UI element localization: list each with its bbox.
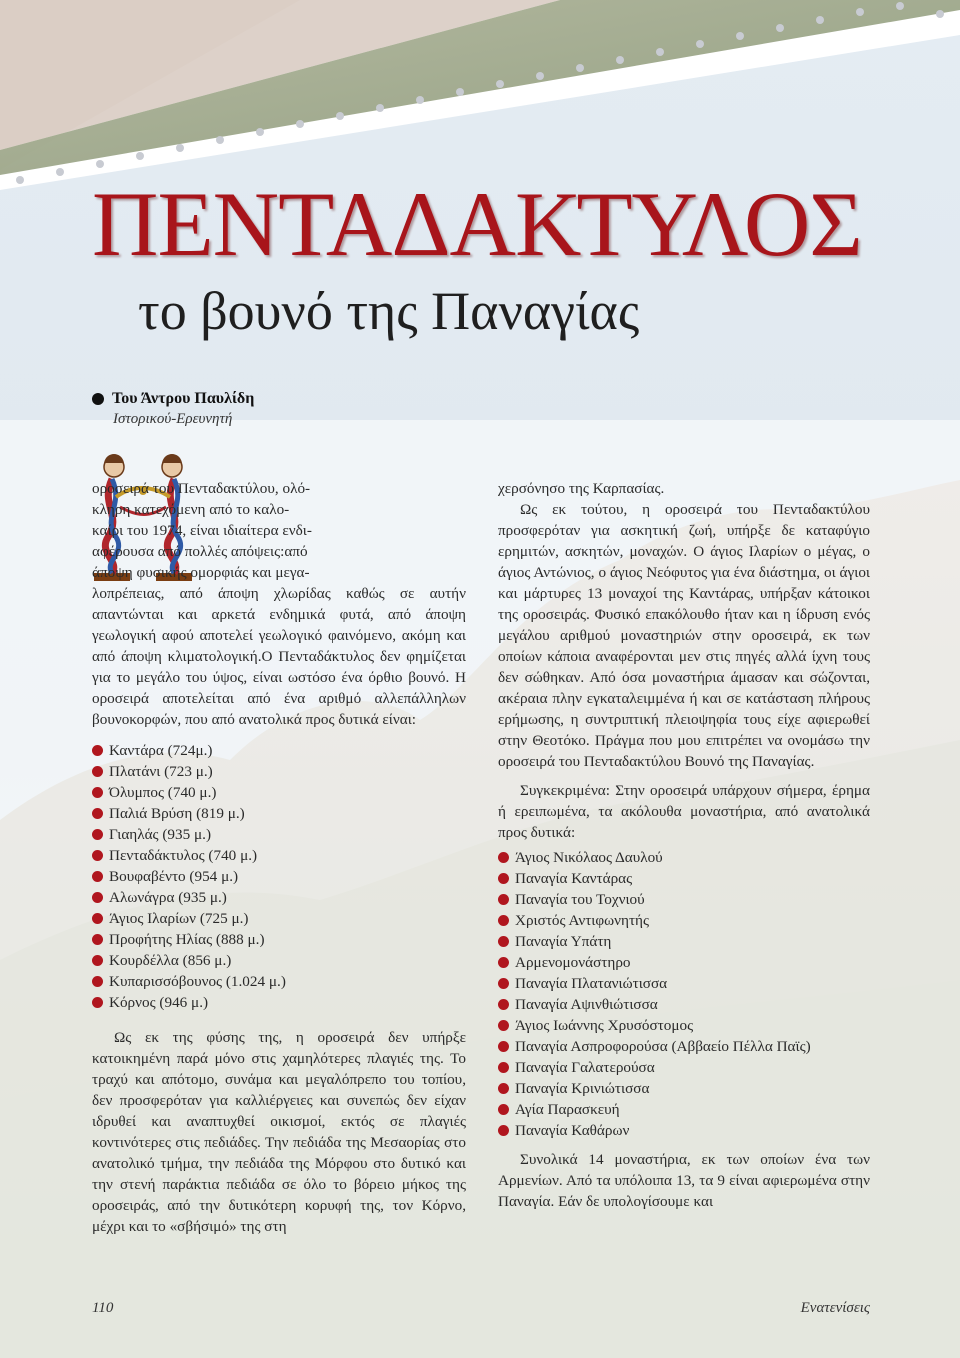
list-item-text: Παναγία Κρινιώτισσα [515,1080,650,1097]
list-item [498,910,870,931]
list-item-text: Άγιος Ιωάννης Χρυσόστομος [515,1017,694,1034]
bullet-icon [92,745,103,756]
bullet-icon [498,873,509,884]
bullet-icon [498,1125,509,1136]
bullet-icon [92,808,103,819]
list-item [498,994,870,1015]
list-item-text: Παναγία του Τοχνιού [515,891,645,908]
paragraph-ascetic-life: Ως εκ τούτου, η οροσειρά του Πενταδακτύλου προσφερόταν για ασκητική ζωή, υπήρξε δε καταφύγιο ερημιτών, ασκητών, μοναχών. Ο άγιος Ιλαρίων ο μέγας, ο άγιος Αντώνιος, ο άγιος Νεόφυτος για ένα διάστημα, οι άγιοι και μάρτυρες 13 μοναχοί της Καντάρας, υπήρξαν κάτοικοι της οροσειράς. Φυσικό επακόλουθο ήταν και η ίδρυση ενός μεγάλου αριθμού μοναστηριών στην οροσειρά, εκ των οποίων κάποια αναφέρονται μεν στις πηγές αλλά ίχνη τους δεν σώθηκαν. Από όσα μοναστήρια άμασαν και σώζονται, ακέραια πλην εγκαταλειμμένα ή και σε κατάσταση πλήρους ερήμωσης, η συντριπτική πλειοψηφία τους είχε αφιερωθεί στην Θεοτόκο. Πράγμα που μου επιτρέπει να ονομάσω την οροσειρά του Πενταδακτύλου Βουνό της Παναγίας. [498,501,870,770]
list-item [498,1057,870,1078]
list-item-text: Γιαηλάς (935 μ.) [109,826,211,843]
bullet-icon [498,1062,509,1073]
page-number: 110 [92,1300,114,1316]
right-column [498,478,870,1212]
list-item [498,952,870,973]
list-item [92,950,466,971]
list-item [498,1099,870,1120]
article-subtitle: το βουνό της Παναγίας [138,281,640,341]
list-item-text: Πλατάνι (723 μ.) [109,763,213,780]
list-item [498,931,870,952]
intro-lines [92,478,466,583]
magazine-name: Ενατενίσεις [800,1300,870,1316]
list-item-text: Άγιος Νικόλαος Δαυλού [515,849,663,866]
bullet-icon [92,955,103,966]
bullet-icon [92,393,104,405]
list-item-text: Προφήτης Ηλίας (888 μ.) [109,931,265,948]
bullet-icon [498,978,509,989]
list-item [92,992,466,1013]
bullet-icon [92,997,103,1008]
list-item-text: Πενταδάκτυλος (740 μ.) [109,847,258,864]
list-item-text: Αγία Παρασκευή [515,1101,620,1118]
list-item-text: Κυπαρισσόβουνος (1.024 μ.) [109,973,286,990]
list-item [92,887,466,908]
bullet-icon [498,936,509,947]
bullet-icon [92,892,103,903]
bullet-icon [92,829,103,840]
list-item-text: Αλωνάγρα (935 μ.) [109,889,227,906]
bullet-icon [498,1020,509,1031]
bullet-icon [92,871,103,882]
intro-line: άποψη φυσικής ομορφιάς και μεγα- [92,564,310,581]
list-item [92,803,466,824]
list-item-text: Παναγία Καντάρας [515,870,633,887]
list-item [92,929,466,950]
list-item [498,847,870,868]
author-block [92,390,492,428]
intro-line: καίρι του 1974, είναι ιδιαίτερα ενδι- [92,522,312,539]
list-item-text: Βουφαβέντο (954 μ.) [109,868,239,885]
list-item [498,1078,870,1099]
bullet-icon [498,1104,509,1115]
opening-line: χερσόνησο της Καρπασίας. [498,480,665,497]
bullet-icon [92,976,103,987]
bullet-icon [92,934,103,945]
list-item [498,889,870,910]
list-item [498,1015,870,1036]
left-column [92,478,466,1237]
list-item-text: Αρμενομονάστηρο [515,954,631,971]
peaks-list [92,740,466,1013]
list-item [498,973,870,994]
list-item-text: Παλιά Βρύση (819 μ.) [109,805,245,822]
list-item-text: Όλυμπος (740 μ.) [109,784,217,801]
intro-line: κληρη κατεχόμενη από το καλο- [92,501,290,518]
list-item-text: Παναγία Υπάτη [515,933,612,950]
paragraph-monasteries-intro: Συγκεκριμένα: Στην οροσειρά υπάρχουν σήμερα, έρημα ή ερειπωμένα, τα ακόλουθα μοναστήρια, από ανατολικά προς δυτικά: [498,782,870,841]
bullet-icon [498,1083,509,1094]
list-item [92,866,466,887]
list-item [92,845,466,866]
bullet-icon [498,852,509,863]
bullet-icon [92,787,103,798]
bullet-icon [498,1041,509,1052]
bullet-icon [92,766,103,777]
list-item-text: Παναγία Καθάρων [515,1122,630,1139]
article-title: ΠΕΝΤΑΔΑΚΤΥΛΟΣ [92,173,862,275]
list-item [498,1120,870,1141]
bullet-icon [498,915,509,926]
author-name-row [92,390,492,408]
list-item-text: Κόρνος (946 μ.) [109,994,209,1011]
author-role: Ιστορικού-Ερευνητή [113,411,233,427]
list-item [498,868,870,889]
list-item-text: Χριστός Αντιφωνητής [515,912,650,929]
list-item-text: Άγιος Ιλαρίων (725 μ.) [109,910,249,927]
bullet-icon [498,957,509,968]
list-item [92,908,466,929]
bullet-icon [92,913,103,924]
closing-paragraph: Ως εκ της φύσης της, η οροσειρά δεν υπήρξε κατοικημένη παρά μόνο στις χαμηλότερες πλαγιές της. Το τραχύ και απότομο, συνάμα και μεγαλόπρεπο του τοπίου, δεν προσφερόταν για καλλιέργειες και συνεπώς δεν είχαν ιδρυθεί και αναπτυχθεί οικισμοί, εκτός σε πλαγιές κοντινότερες στις πεδιάδες. Την πεδιάδα της Μεσαορίας στο ανατολικό τμήμα, την πεδιάδα της Μόρφου στο δυτικό και την στενή παράκτια πεδιάδα σε όλο το βόρειο μήκος της οροσειράς, από την δυτικότερη κορυφή της, τον Κόρνο, μέχρι και το «σβήσιμό» της στη [92,1029,466,1235]
list-item-text: Παναγία Πλατανιώτισσα [515,975,668,992]
paragraph-summary: Συνολικά 14 μοναστήρια, εκ των οποίων ένα των Αρμενίων. Από τα υπόλοιπα 13, τα 9 είναι αφιερωμένα στην Παναγία. Εάν δε υπολογίσουμε και [498,1151,870,1210]
list-item-text: Παναγία Γαλατερούσα [515,1059,655,1076]
bullet-icon [498,894,509,905]
list-item [498,1036,870,1057]
list-item-text: Παναγία Ασπροφορούσα (Αββαείο Πέλλα Παϊς) [515,1038,811,1055]
list-item-text: Κουρδέλλα (856 μ.) [109,952,232,969]
list-item [92,761,466,782]
list-item [92,824,466,845]
list-item [92,782,466,803]
author-name: Του Άντρου Παυλίδη [112,390,255,407]
bullet-icon [498,999,509,1010]
intro-paragraph: λοπρέπειας, από άποψη χλωρίδας καθώς σε αυτήν απαντώνται και αρκετά ενδημικά φυτά, από άποψη γεωλογική αφού αποτελεί γεωλογικό φαινόμενο, ακόμη και από άποψη κλιματολογική.Ο Πενταδάκτυλος δεν φημίζεται για το μεγάλο του ύψος, είναι ωστόσο ένα όρθιο βουνό. Η οροσειρά αποτελείται από ένα αριθμό αλλεπάλληλων βουνοκορφών, που από ανατολικά προς δυτικά είναι: [92,585,466,728]
intro-line: αφέρουσα από πολλές απόψεις:από [92,543,308,560]
bullet-icon [92,850,103,861]
intro-line: οροσειρά του Πενταδακτύλου, ολό- [92,480,311,497]
list-item [92,740,466,761]
monasteries-list [498,847,870,1141]
list-item-text: Παναγία Αψινθιώτισσα [515,996,658,1013]
list-item [92,971,466,992]
list-item-text: Καντάρα (724μ.) [109,742,213,759]
